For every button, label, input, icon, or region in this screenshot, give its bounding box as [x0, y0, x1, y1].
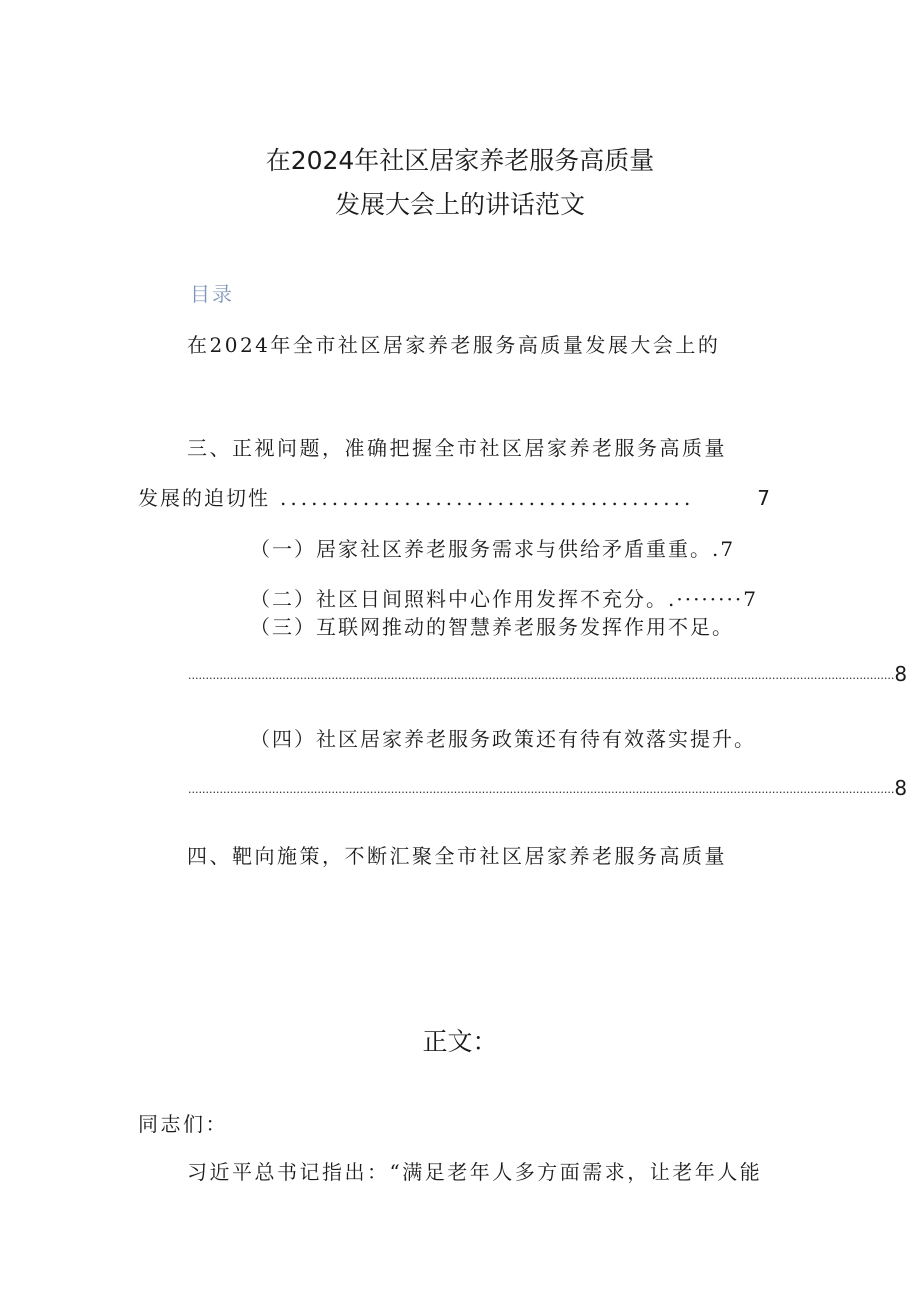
toc-page-number: 7 — [757, 486, 772, 510]
document-title-line-2: 发展大会上的讲话范文 — [334, 190, 585, 219]
toc-section3-line2: 发展的迫切性 — [138, 486, 270, 510]
toc-page-number: 8 — [894, 776, 908, 800]
toc-label: 目录 — [190, 282, 234, 306]
toc-page-number: 8 — [894, 662, 908, 686]
toc-leader-dots: .......................................................................................................................................................................................................... — [188, 783, 895, 796]
toc-section4-line1: 四、靶向施策，不断汇聚全市社区居家养老服务高质量 — [187, 844, 727, 868]
salutation: 同志们： — [138, 1112, 228, 1136]
toc-item-4[interactable]: （四）社区居家养老服务政策还有待有效落实提升。 — [250, 727, 756, 751]
toc-section3-entry[interactable] — [138, 482, 772, 511]
paragraph-1: 习近平总书记指出：“满足老年人多方面需求，让老年人能 — [187, 1160, 763, 1184]
main-heading: 正文： — [422, 1027, 498, 1056]
toc-leader-dots: .......................................................................................................................................................................................................... — [188, 669, 895, 682]
toc-item-4-leader-row — [188, 776, 908, 800]
toc-item-3[interactable]: （三）互联网推动的智慧养老服务发挥作用不足。 — [250, 615, 734, 639]
document-title-line-1: 在2024年社区居家养老服务高质量 — [265, 146, 655, 175]
toc-section3-line1: 三、正视问题，准确把握全市社区居家养老服务高质量 — [187, 436, 727, 460]
toc-item-3-leader-row — [188, 662, 908, 686]
toc-item-1[interactable]: （一）居家社区养老服务需求与供给矛盾重重。.7 — [250, 537, 736, 561]
toc-intro-line: 在2024年全市社区居家养老服务高质量发展大会上的 — [187, 333, 721, 357]
toc-item-2[interactable]: （二）社区日间照料中心作用发挥不充分。.········7 — [250, 587, 758, 611]
toc-leader-dots: ........................................ — [280, 486, 695, 510]
